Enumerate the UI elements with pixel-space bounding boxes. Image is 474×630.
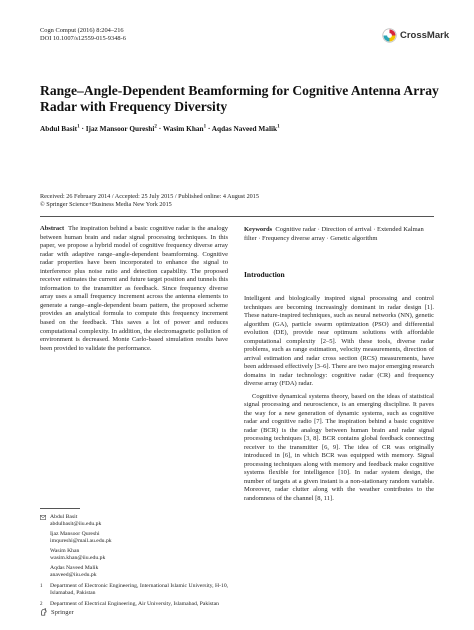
author-affiliation-mark: 1: [77, 124, 80, 130]
keywords-text: Cognitive radar · Direction of arrival · Extended Kalman filter · Frequency diverse array · Genetic algorithm: [244, 226, 424, 242]
author-affiliation-mark: 1: [277, 124, 280, 130]
publisher-name: Springer: [51, 608, 74, 616]
affiliation-text: Department of Electronic Engineering, International Islamic University, H-10, Islamabad, Pakistan: [50, 583, 229, 596]
author-name[interactable]: Aqdas Naveed Malik: [211, 124, 278, 133]
affiliation-number: 2: [40, 602, 43, 607]
contact-name: Ijaz Mansoor Qureshi: [50, 531, 100, 537]
section-heading-introduction: Introduction: [244, 270, 285, 279]
footnote-divider: [40, 508, 80, 509]
contact-name: Aqdas Naveed Malik: [50, 565, 99, 571]
contact-name: Wasim Khan: [50, 548, 80, 554]
copyright-notice: © Springer Science+Business Media New York 2015: [40, 201, 172, 208]
affiliation-entry: [40, 583, 230, 597]
affiliation-text: Department of Electrical Engineering, Air University, Islamabad, Pakistan: [50, 601, 219, 607]
abstract-label: Abstract: [40, 225, 65, 232]
publisher-footer: [40, 608, 74, 616]
received-accepted-dates: Received: 26 February 2014 / Accepted: 25 July 2015 / Published online: 4 August 2015: [40, 193, 259, 200]
author-separator: ·: [81, 124, 86, 133]
contact-entry: [40, 565, 230, 579]
keywords-label: Keywords: [244, 226, 273, 233]
keywords: [244, 225, 434, 243]
author-affiliation-mark: 2: [154, 124, 157, 130]
contact-email[interactable]: anaveed@iiu.edu.pk: [50, 572, 97, 578]
affiliation-entry: [40, 601, 230, 608]
contact-entry: [40, 548, 230, 562]
author-footnotes: [40, 514, 230, 608]
author-affiliation-mark: 1: [203, 124, 207, 130]
paragraph: Cognitive dynamical systems theory, based on the ideas of statistical signal processing and neuroscience, is an emerging discipline. It paves the way for a new generation of dynamic systems, such as cognitive radar and cognitive radio [7]. The inspiration behind a basic cognitive radar (BCR) is the analogy between human brain and radar signal processing techniques [3, 8]. BCR contains global feedback connecting receiver to the transmitter [6, 9]. The idea of CR was originally introduced in [6], in which BCR was equipped with memory. Signal processing techniques along with memory and feedback make cognitive systems flexible for intelligence [10]. In radar system design, the number of targets at a given instant is a non-stationary random variable. Moreover, radar clutter along with the weather contributes to the randomness of the channel [8, 11].: [244, 392, 434, 502]
contact-email[interactable]: imqureshi@mail.au.edu.pk: [50, 538, 112, 544]
author-separator: ·: [158, 124, 163, 133]
contact-entry: [40, 531, 230, 545]
affiliation-number: 1: [40, 584, 43, 589]
contact-name: Abdul Basit: [50, 514, 78, 520]
crossmark-icon: [382, 28, 397, 43]
doi[interactable]: DOI 10.1007/s12559-015-9348-6: [40, 35, 126, 42]
author-separator: ·: [207, 124, 212, 133]
springer-horse-icon: [40, 608, 48, 616]
abstract: [40, 225, 228, 353]
contact-entry: [40, 514, 230, 528]
paper-title: Range–Angle-Dependent Beamforming for Cognitive Antenna Array Radar with Frequency Diversity: [40, 83, 439, 114]
section-divider: [40, 216, 434, 217]
publication-history: [40, 193, 440, 209]
crossmark-badge[interactable]: [382, 28, 449, 43]
contact-email[interactable]: abdulbasit@iiu.edu.pk: [50, 521, 102, 527]
contact-email[interactable]: wasim.khan@iiu.edu.pk: [50, 555, 106, 561]
abstract-text: The inspiration behind a basic cognitive radar is the analogy between human brain and radar signal processing techniques. In this paper, we propose a hybrid model of cognitive frequency diverse array radar with adaptive range–angle-dependent beamforming. Cognitive radar properties have been incorporated to enhance the signal to interference plus noise ratio and detection capability. The proposed receiver estimates the current and future target position and tunnels this information to the transmitter as feedback. Since frequency diverse array uses a small frequency increment across the antenna elements to generate a range–angle-dependent beam pattern, the proposed scheme provides an analytical formula to compute this frequency increment based on the feedback. This saves a lot of power and reduces computational complexity. In addition, the electromagnetic pollution of environment is decreased. Monte Carlo-based simulation results have been provided to validate the performance.: [40, 225, 228, 352]
author-name[interactable]: Ijaz Mansoor Qureshi: [85, 124, 155, 133]
author-name[interactable]: Wasim Khan: [162, 124, 204, 133]
journal-info: [40, 27, 126, 43]
envelope-icon: [40, 514, 46, 528]
journal-citation: Cogn Comput (2016) 8:204–216: [40, 27, 124, 34]
author-name[interactable]: Abdul Basit: [40, 124, 78, 133]
author-list: [40, 124, 440, 133]
introduction-body: [244, 295, 434, 507]
paragraph: Intelligent and biologically inspired signal processing and control techniques are becoming increasingly dominant in radar design [1]. These nature-inspired techniques, such as neural networks (NN), genetic algorithm (GA), particle swarm optimization (PSO) and differential evolution (DE), provide near optimum solutions with affordable computational complexity [2–5]. With these tools, diverse radar problems, such as range estimation, velocity measurements, direction of arrival estimation and radar cross section (RCS) measurements, have been addressed effectively [3–6]. There are two major emerging research domains in radar technology: cognitive radar (CR) and frequency diverse array (FDA) radar.: [244, 295, 434, 387]
crossmark-label: CrossMark: [400, 30, 450, 41]
